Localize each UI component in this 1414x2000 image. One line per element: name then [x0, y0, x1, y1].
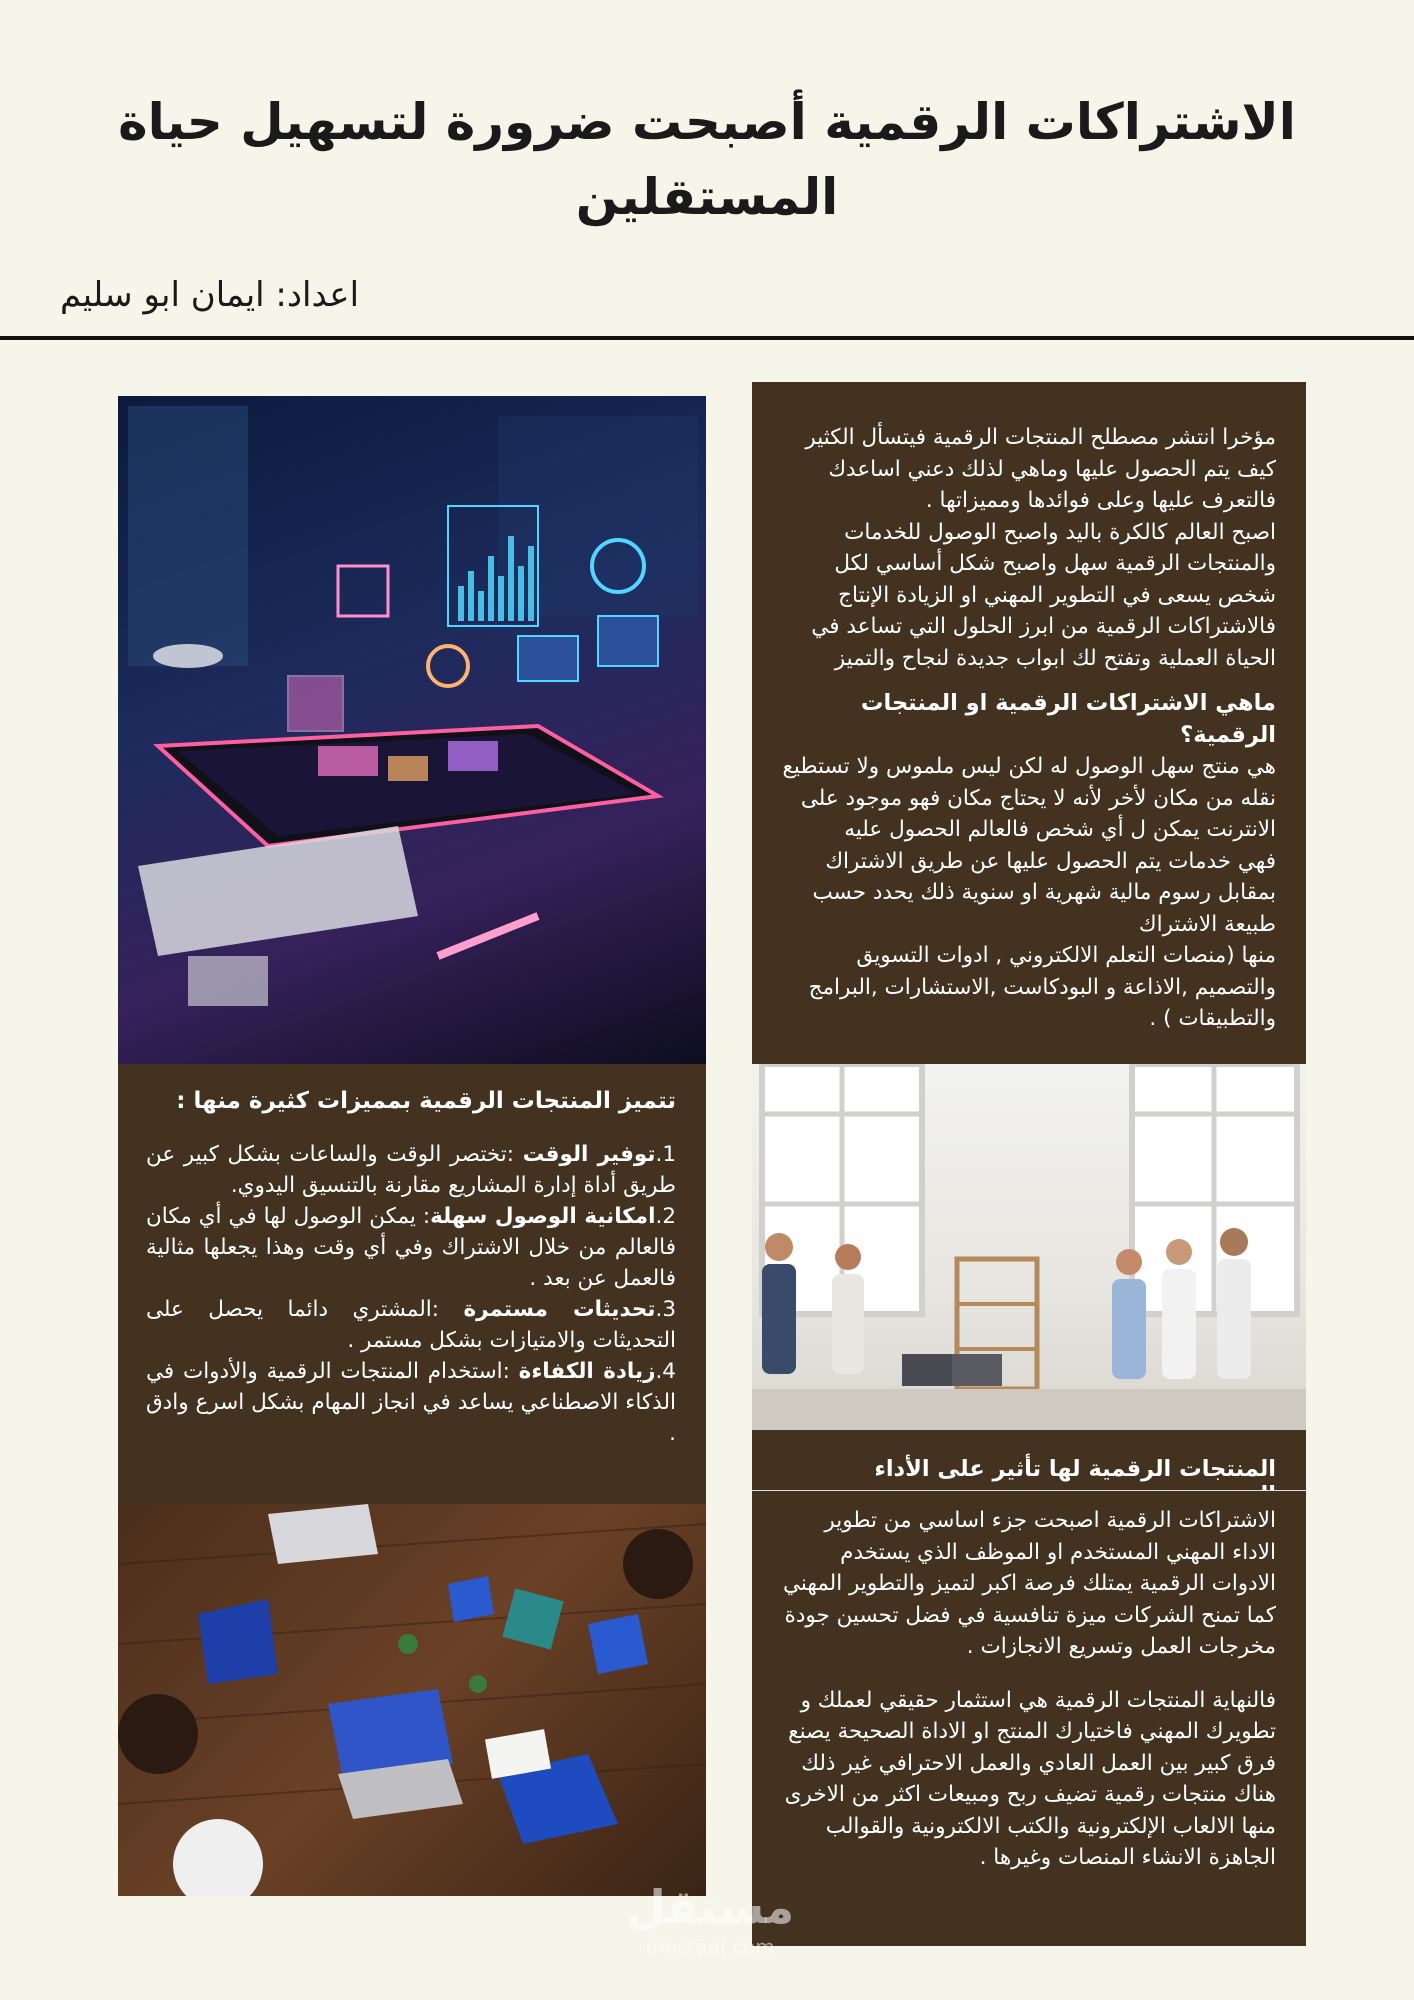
feature-text: :تختصر الوقت والساعات بشكل كبير عن طريق أداة إدارة المشاريع مقارنة بالتنسيق اليدوي. — [146, 1142, 676, 1198]
feature-title: تحديثات مستمرة — [463, 1297, 656, 1322]
definition-paragraph-3: منها (منصات التعلم الالكتروني , ادوات التسويق والتصميم ,الاذاعة و البودكاست ,الاستشارات ,البرامج والتطبيقات ) . — [808, 943, 1276, 1031]
tech-dashboard-photo — [118, 396, 706, 1064]
impact-panel — [752, 1490, 1306, 1946]
paragraph-spacer — [780, 1663, 1276, 1685]
feature-number: 1. — [655, 1142, 676, 1167]
intro-panel — [752, 382, 1306, 1064]
page-title — [100, 85, 1314, 235]
definition-heading: ماهي الاشتراكات الرقمية او المنتجات الرقمية؟ — [860, 690, 1276, 748]
features-panel — [118, 1064, 706, 1504]
definition-paragraph-1: هي منتج سهل الوصول له لكن ليس ملموس ولا تستطيع نقله من مكان لأخر لأنه لا يحتاج مكان فهو موجود على الانترنت يمكن ل أي شخص فالعالم الحصول عليه — [782, 754, 1276, 842]
title-line-2: المستقلين — [575, 168, 839, 226]
title-line-1: الاشتراكات الرقمية أصبحت ضرورة لتسهيل حياة — [118, 93, 1296, 151]
feature-title: توفير الوقت — [522, 1142, 656, 1167]
feature-title: امكانية الوصول سهلة — [430, 1204, 656, 1229]
feature-item — [146, 1139, 676, 1201]
intro-paragraph-1: مؤخرا انتشر مصطلح المنتجات الرقمية فيتسأل الكثير كيف يتم الحصول عليها وماهي لذلك دعني اساعدك فالتعرف عليها وعلى فوائدها ومميزاتها . — [805, 425, 1276, 513]
intro-paragraph-2: اصبح العالم كالكرة باليد واصبح الوصول للخدمات والمنتجات الرقمية سهل واصبح شكل أساسي لكل شخص يسعى في التطوير المهني او الزيادة الإنتاج فالاشتراكات الرقمية من ابرز الحلول التي تساعد في الحياة العملية وتفتح لك ابواب جديدة لنجاح والتميز — [811, 519, 1276, 671]
author-credit: اعداد: ايمان ابو سليم — [60, 275, 360, 315]
office-team-photo — [752, 1064, 1306, 1430]
feature-list — [146, 1139, 676, 1449]
feature-number: 2. — [655, 1204, 676, 1229]
watermark-url: mostaql.com — [645, 1935, 775, 1959]
feature-text: :استخدام المنتجات الرقمية والأدوات في الذكاء الاصطناعي يساعد في انجاز المهام بشكل اسرع وادق . — [146, 1359, 676, 1446]
feature-item — [146, 1201, 676, 1294]
feature-item — [146, 1294, 676, 1356]
watermark-logo-text: مستقل — [625, 1880, 795, 1934]
feature-item — [146, 1356, 676, 1449]
impact-paragraph-1: الاشتراكات الرقمية اصبحت جزء اساسي من تطوير الاداء المهني المستخدم او الموظف الذي يستخدم الادوات الرقمية يمتلك فرصة اكبر لتميز والتطوير المهني — [782, 1508, 1276, 1596]
feature-title: زيادة الكفاءة — [518, 1359, 656, 1384]
features-heading: تتميز المنتجات الرقمية بمميزات كثيرة منها : — [176, 1088, 676, 1114]
definition-paragraph-2: فهي خدمات يتم الحصول عليها عن طريق الاشتراك بمقابل رسوم مالية شهرية او سنوية ذلك يحدد حسب طبيعة الاشتراك — [812, 848, 1276, 937]
impact-heading: المنتجات الرقمية لها تأثير على الأداء — [874, 1456, 1276, 1482]
feature-number: 4. — [655, 1359, 676, 1384]
feature-text: :المشتري دائما يحصل على التحديثات والامتيازات بشكل مستمر . — [146, 1297, 676, 1353]
conclusion-paragraph: فالنهاية المنتجات الرقمية هي استثمار حقيقي لعملك و تطويرك المهني فاختيارك المنتج او الاداة الصحيحة يصنع فرق كبير بين العمل العادي والعمل الاحترافي غير ذلك هناك منتجات رقمية تضيف ربح ومبيعات اكثر من الاخرى منها الالعاب الإلكترونية والكتب الالكترونية والقوالب الجاهزة الانشاء المنصات وغيرها . — [784, 1687, 1276, 1870]
team-table-photo — [118, 1504, 706, 1896]
impact-paragraph-2: كما تمنح الشركات ميزة تنافسية في فضل تحسين جودة مخرجات العمل وتسريع الانجازات . — [784, 1602, 1276, 1659]
header-divider — [0, 336, 1414, 340]
feature-text: : يمكن الوصول لها في أي مكان فالعالم من خلال الاشتراك وفي أي وقت وهذا يجعلها مثالية فالعمل عن بعد . — [146, 1204, 676, 1291]
impact-heading-panel — [752, 1430, 1306, 1490]
feature-number: 3. — [655, 1297, 677, 1322]
